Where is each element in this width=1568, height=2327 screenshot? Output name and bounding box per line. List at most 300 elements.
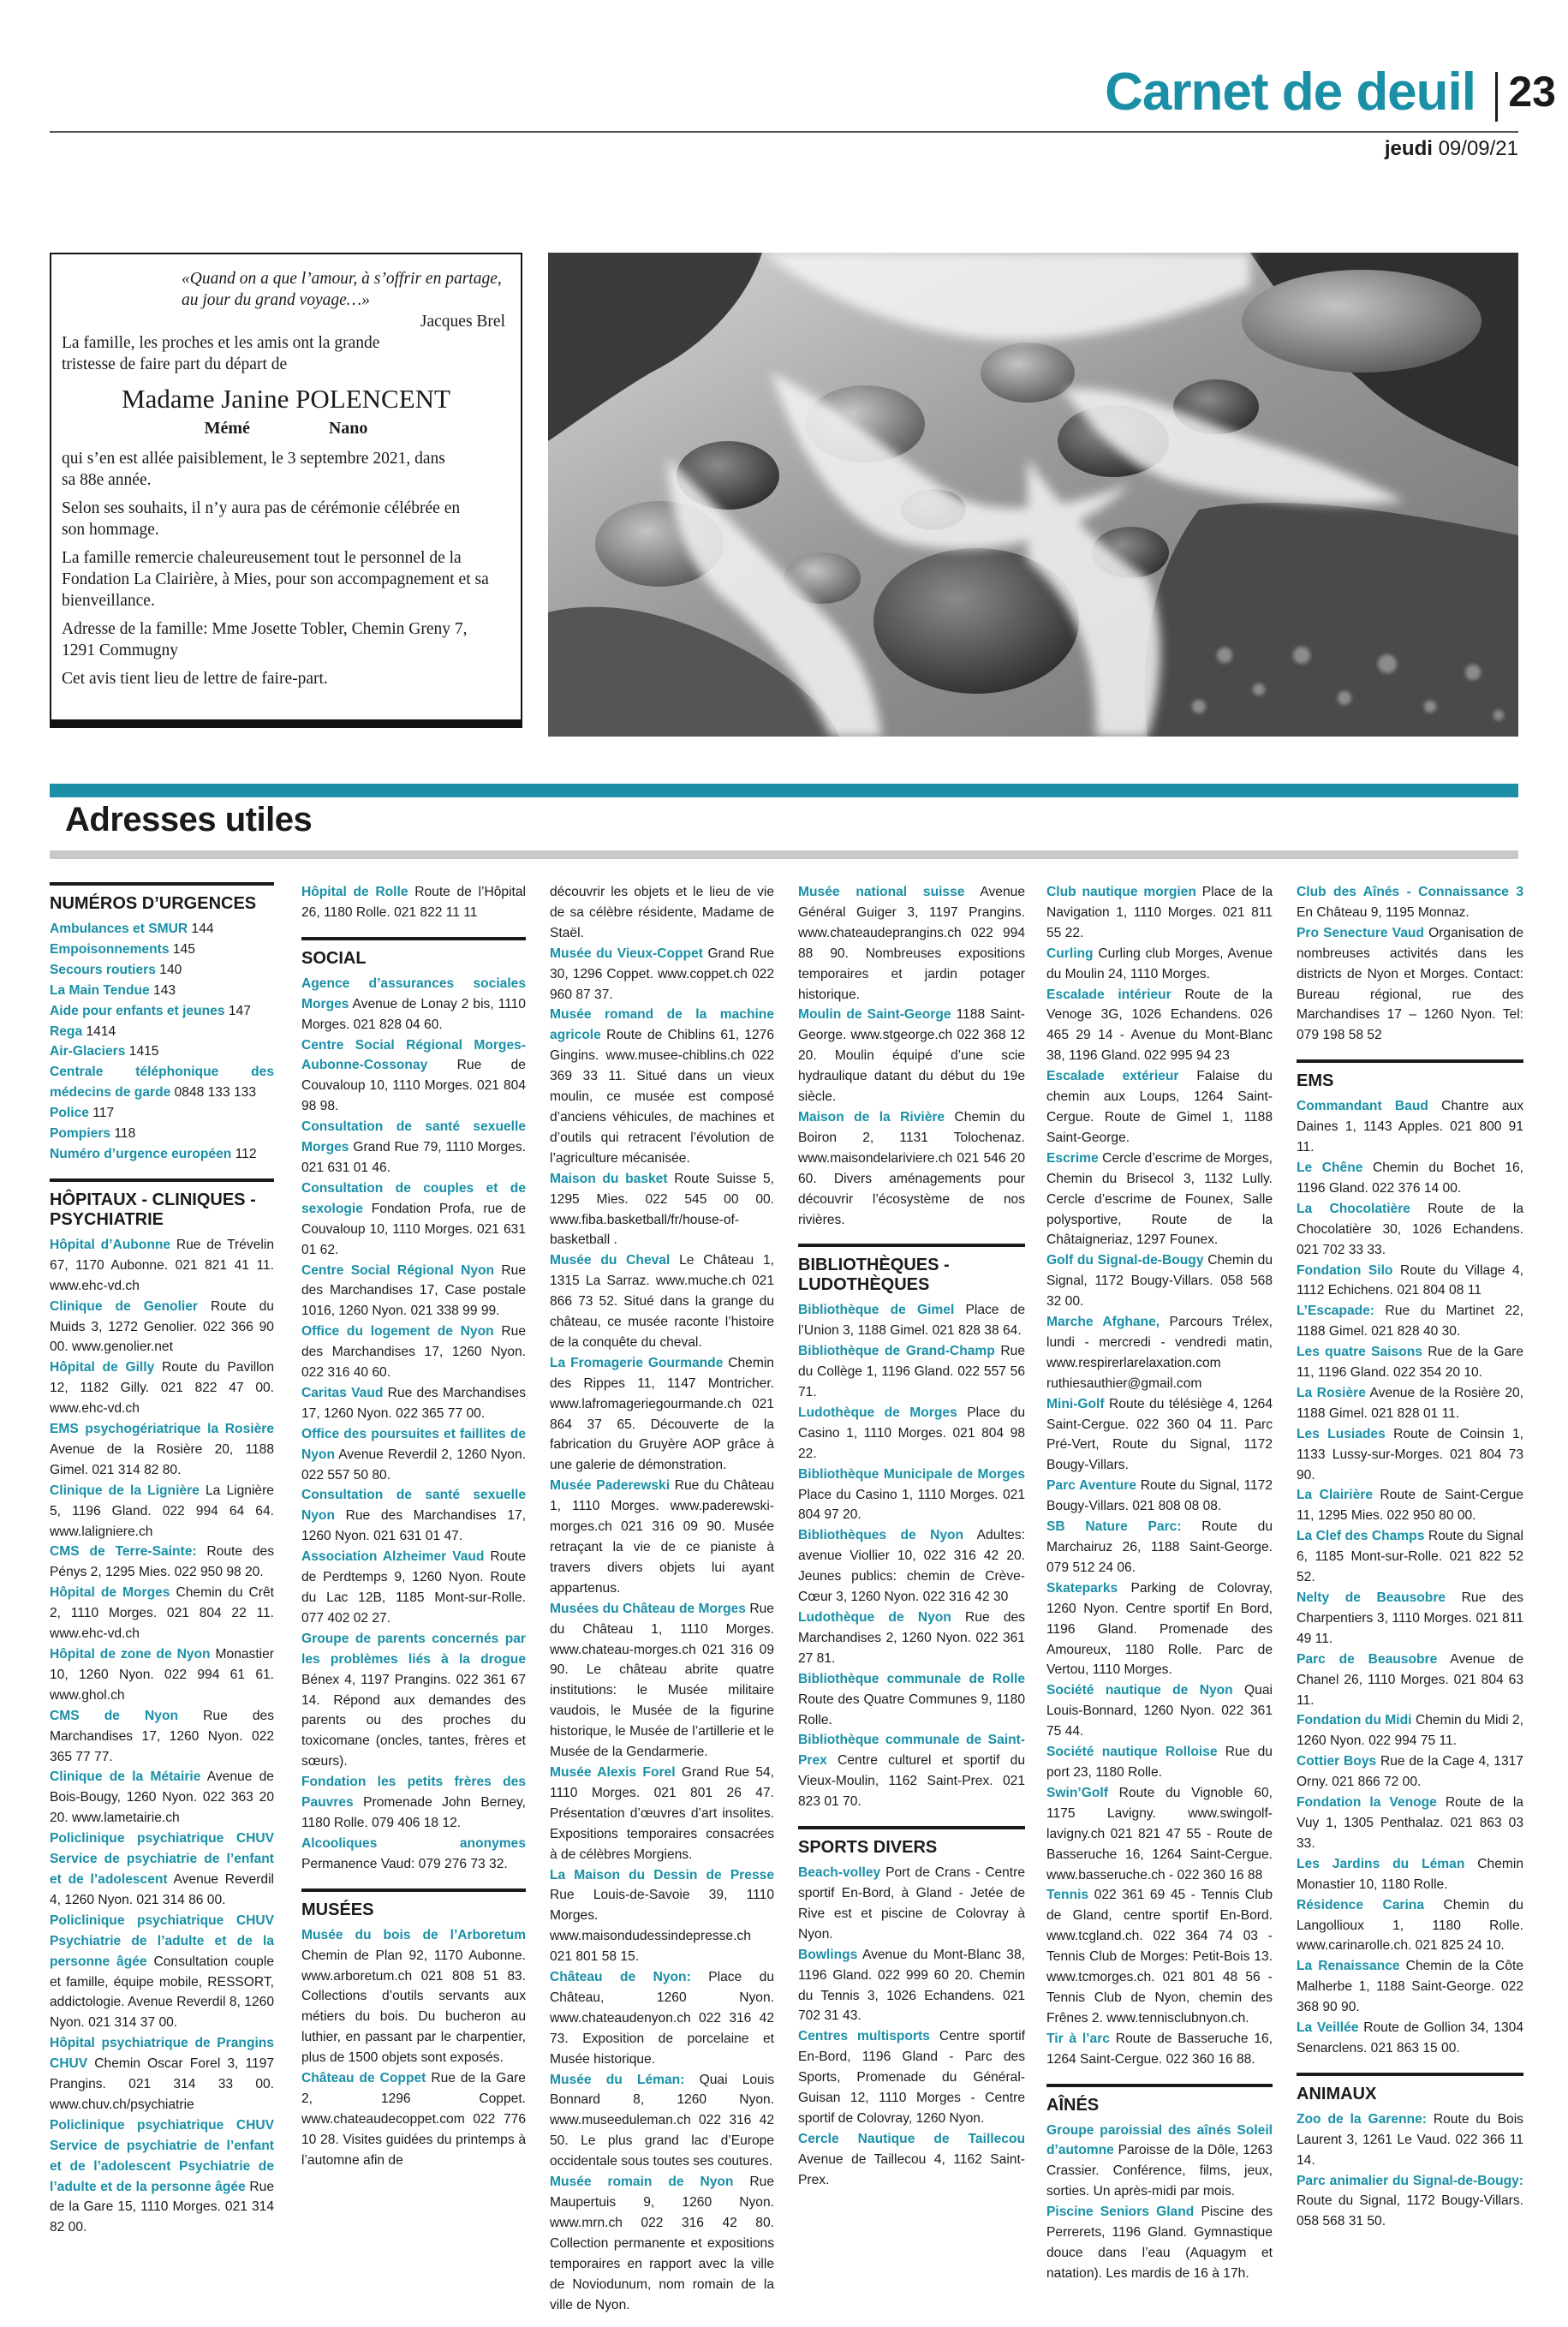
- entry-details: Chemin du Crêt 2, 1110 Morges. 021 804 22 11. www.ehc-vd.ch: [50, 1585, 274, 1642]
- entry-name: Château de Nyon:: [550, 1970, 691, 1985]
- entry-name: Policlinique psychiatrique CHUV Psychiatrie de l’adulte et de la personne âgée: [50, 1912, 274, 1969]
- address-entry: [301, 1117, 526, 1178]
- entry-name: CMS de Terre-Sainte:: [50, 1544, 197, 1560]
- address-entry: [1297, 1854, 1523, 1895]
- address-entry: [550, 1250, 774, 1353]
- entry-name: Château de Coppet: [301, 2071, 426, 2086]
- entry-name: Policlinique psychiatrique CHUV Service de psychiatrie de l’enfant et de l’adolescent Psychiatrie de l’adulte et de la personne âgée: [50, 2117, 274, 2194]
- emergency-entry: [50, 981, 274, 1001]
- emergency-name: Empoisonnements: [50, 941, 170, 957]
- entry-details: Le Château 1, 1315 La Sarraz. www.muche.ch 021 866 73 52. Situé dans la grange du château, ce musée raconte l’histoire de la conquête du cheval.: [550, 1253, 774, 1350]
- section-title: Carnet de deuil: [1105, 63, 1476, 122]
- entry-name: Centre Social Régional Nyon: [301, 1262, 495, 1278]
- section-spacer: [798, 1812, 1025, 1826]
- entry-name: EMS psychogériatrique la Rosière: [50, 1422, 274, 1437]
- entry-details: Route de la Vuy 1, 1305 Penthalaz. 021 863 03 33.: [1297, 1795, 1523, 1851]
- emergency-number: 112: [235, 1146, 257, 1161]
- entry-name: Marche Afghane,: [1046, 1315, 1160, 1330]
- entry-name: Consultation de santé sexuelle Nyon: [301, 1488, 526, 1524]
- entry-name: Alcooliques anonymes: [301, 1835, 526, 1851]
- entry-details: Route du Marchairuz 26, 1188 Saint-George. 079 512 24 06.: [1046, 1519, 1273, 1575]
- entry-name: Musée Paderewski: [550, 1478, 671, 1494]
- address-entry: [301, 1485, 526, 1547]
- entry-details: En Château 9, 1195 Monnaz.: [1297, 904, 1470, 920]
- address-entry: [798, 1341, 1025, 1403]
- entry-details: Fondation Profa, rue de Couvaloup 10, 1110 Morges. 021 631 01 62.: [301, 1201, 526, 1257]
- entry-name: La Rosière: [1297, 1385, 1366, 1400]
- emergency-entry: [50, 1062, 274, 1103]
- entry-name: Musée du Cheval: [550, 1253, 671, 1268]
- notice-quote: «Quand on a que l’amour, à s’offrir en partage, au jour du grand voyage…»: [182, 270, 502, 309]
- addresses-column: [1297, 882, 1523, 2232]
- entry-name: Société nautique Rolloise: [1046, 1745, 1218, 1760]
- death-notice: [50, 253, 522, 728]
- entry-details: Route du Signal 6, 1185 Mont-sur-Rolle. 021 822 52 52.: [1297, 1529, 1524, 1585]
- address-entry: [1297, 1895, 1523, 1957]
- entry-details: Falaise du chemin aux Loups, 1264 Saint-Cergue. Route de Gimel 1, 1188 Saint-George.: [1046, 1069, 1273, 1145]
- entry-details: Grand Rue 79, 1110 Morges. 021 631 01 46.: [301, 1140, 526, 1175]
- address-entry: [50, 1829, 274, 1911]
- address-entry: [1297, 2018, 1523, 2059]
- addresses-column: [1046, 882, 1273, 2284]
- entry-details: Grand Rue 54, 1110 Morges. 021 801 26 47. Présentation d’œuvres d’art insolites. Expositions temporaires consacrées à de célèbres Morgiens.: [550, 1764, 775, 1862]
- address-entry: [50, 1542, 274, 1583]
- address-entry: [1297, 1342, 1523, 1383]
- address-entry: [550, 2070, 774, 2173]
- entry-name: Centres multisports: [798, 2029, 930, 2044]
- entry-details: Route des Quatre Communes 9, 1180 Rolle.: [798, 1692, 1025, 1727]
- entry-details: Bénex 4, 1197 Prangins. 022 361 67 14. Répond aux demandes des parents ou des proches du toxicomane (oncles, tantes, frères et sœurs).: [301, 1672, 526, 1769]
- emergency-number: 118: [114, 1126, 136, 1142]
- entry-details: Route de Coinsin 1, 1133 Lussy-sur-Morges. 021 804 73 90.: [1297, 1426, 1523, 1483]
- entry-name: La Veillée: [1297, 2020, 1359, 2036]
- address-entry: [1046, 1578, 1273, 1681]
- emergency-name: Numéro d’urgence européen: [50, 1146, 232, 1161]
- entry-name: Bibliothèque Municipale de Morges: [798, 1466, 1025, 1482]
- entry-details: Rue Maupertuis 9, 1260 Nyon. www.mrn.ch 022 316 42 80. Collection permanente et expositions temporaires en rapport avec la ville de Noviodunum, nom romain de la ville de Nyon.: [550, 2175, 774, 2312]
- entry-name: Musée du Vieux-Coppet: [550, 946, 703, 961]
- entry-details: découvrir les objets et le lieu de vie de sa célèbre résidente, Madame de Staël.: [550, 885, 774, 940]
- section-spacer: [1046, 2070, 1273, 2084]
- entry-name: Moulin de Saint-George: [798, 1007, 951, 1023]
- address-entry: [301, 1261, 526, 1322]
- entry-details: Chemin du Signal, 1172 Bougy-Villars. 058 568 32 00.: [1046, 1253, 1273, 1310]
- address-entry: [50, 1235, 274, 1297]
- entry-details: Avenue de Bois-Bougy, 1260 Nyon. 022 363 20 20. www.lametairie.ch: [50, 1769, 274, 1826]
- emergency-number: 1415: [128, 1044, 159, 1059]
- entry-name: Piscine Seniors Gland: [1046, 2205, 1195, 2220]
- entry-name: Musée romain de Nyon: [550, 2175, 734, 2190]
- address-entry: [798, 2129, 1025, 2191]
- nickname: Mémé: [204, 419, 250, 438]
- address-entry: [798, 1669, 1025, 1731]
- address-entry: [50, 1583, 274, 1644]
- entry-name: Bibliothèque de Gimel: [798, 1303, 955, 1318]
- address-entry: [798, 1403, 1025, 1465]
- entry-details: Route du Signal, 1172 Bougy-Villars. 058 568 31 50.: [1297, 2193, 1523, 2229]
- address-entry: [1046, 2202, 1273, 2284]
- addresses-column: [301, 882, 526, 2171]
- address-entry: [50, 1419, 274, 1481]
- issue-date: [1385, 137, 1518, 161]
- entry-name: Tennis: [1046, 1888, 1089, 1903]
- address-entry: [50, 1706, 274, 1768]
- entry-details: Quai Louis-Bonnard, 1260 Nyon. 022 361 75 44.: [1046, 1683, 1273, 1739]
- address-entry: [798, 1608, 1025, 1669]
- entry-details: Grand Rue 30, 1296 Coppet. www.coppet.ch 022 960 87 37.: [550, 946, 774, 1002]
- entry-name: La Clef des Champs: [1297, 1529, 1425, 1544]
- address-entry: [798, 882, 1025, 1005]
- entry-details: Consultation couple et famille, équipe mobile, RESSORT, addictologie. Avenue Reverdil 8, 1260 Nyon. 021 314 37 00.: [50, 1954, 274, 2031]
- address-entry: [1297, 1158, 1523, 1199]
- emergency-name: Police: [50, 1106, 89, 1121]
- category-heading: SOCIAL: [301, 937, 526, 969]
- entry-details: Avenue Reverdil 4, 1260 Nyon. 021 314 86 00.: [50, 1871, 274, 1907]
- entry-name: Consultation de couples et de sexologie: [301, 1180, 526, 1216]
- entry-details: Place de la Navigation 1, 1110 Morges. 021 811 55 22.: [1046, 885, 1273, 940]
- emergency-number: 117: [92, 1106, 115, 1121]
- emergency-number: 147: [228, 1003, 251, 1018]
- address-entry: [301, 1178, 526, 1261]
- entry-name: Ludothèque de Morges: [798, 1405, 957, 1420]
- river-photo: [548, 253, 1518, 737]
- addresses-column: [798, 882, 1025, 2191]
- address-entry: [1297, 1301, 1523, 1342]
- entry-details: Rue de Trévelin 67, 1170 Aubonne. 021 821 41 11. www.ehc-vd.ch: [50, 1237, 274, 1293]
- entry-details: Avenue de Lonay 2 bis, 1110 Morges. 021 828 04 60.: [301, 996, 526, 1032]
- section-spacer: [50, 1165, 274, 1178]
- category-heading: AÎNÉS: [1046, 2084, 1273, 2115]
- address-entry: [1297, 1956, 1523, 2018]
- entry-name: Bibliothèque de Grand-Champ: [798, 1344, 995, 1359]
- entry-name: Nelty de Beausobre: [1297, 1590, 1446, 1605]
- entry-details: Rue de la Cage 4, 1317 Orny. 021 866 72 00.: [1297, 1754, 1523, 1790]
- entry-details: Place du Château, 1260 Nyon. www.chateaudenyon.ch 022 316 42 73. Exposition de porcelaine et Musée historique.: [550, 1970, 774, 2067]
- address-entry: [1297, 1710, 1523, 1751]
- emergency-name: La Main Tendue: [50, 982, 150, 998]
- address-entry: [1046, 1312, 1273, 1394]
- header-divider: [1495, 72, 1498, 122]
- emergency-entry: [50, 1103, 274, 1124]
- notice-paragraph: Selon ses souhaits, il n’y aura pas de cérémonie célébrée en son hommage.: [62, 499, 461, 539]
- entry-details: Chemin du Boiron 2, 1131 Tolochenaz. www.maisondelariviere.ch 021 546 20 60. Divers aménagements pour découvrir l’écosystème de nos rivières.: [798, 1109, 1025, 1227]
- address-entry: [301, 882, 526, 923]
- entry-name: Office des poursuites et faillites de Nyon: [301, 1426, 526, 1462]
- address-entry: [1046, 882, 1273, 944]
- entry-details: Place du Casino 1, 1110 Morges. 021 804 97 20.: [798, 1487, 1025, 1523]
- address-entry: [550, 1169, 774, 1251]
- entry-name: La Fromagerie Gourmande: [550, 1355, 724, 1370]
- address-entry: [1297, 2109, 1523, 2171]
- notice-paragraph: qui s’en est allée paisiblement, le 3 septembre 2021, dans sa 88e année.: [62, 450, 445, 489]
- entry-details: Rue du Collège 1, 1196 Gland. 022 557 56 71.: [798, 1344, 1025, 1400]
- emergency-entry: [50, 1144, 274, 1165]
- entry-details: Quai Louis Bonnard 8, 1260 Nyon. www.museeduleman.ch 022 316 42 50. Le plus grand lac d’Europe occidentale sous toutes ses coutures.: [550, 2072, 774, 2169]
- address-entry: [301, 1035, 526, 1118]
- entry-name: La Chocolatière: [1297, 1201, 1410, 1216]
- entry-name: Les Jardins du Léman: [1297, 1856, 1465, 1871]
- address-entry: [798, 1945, 1025, 2027]
- address-entry: [550, 1967, 774, 2070]
- entry-name: Office du logement de Nyon: [301, 1324, 494, 1340]
- entry-name: Bibliothèques de Nyon: [798, 1528, 964, 1543]
- entry-name: Agence d’assurances sociales Morges: [301, 976, 526, 1011]
- entry-name: Zoo de la Garenne:: [1297, 2111, 1427, 2127]
- address-entry: [550, 1353, 774, 1476]
- address-entry: [1046, 2121, 1273, 2203]
- addresses-column: [50, 882, 274, 2238]
- address-entry: [1046, 2029, 1273, 2070]
- address-entry: [1297, 1526, 1523, 1588]
- address-entry: [301, 2068, 526, 2171]
- address-entry: [550, 1476, 774, 1598]
- emergency-number: 143: [153, 982, 176, 998]
- nickname: Nano: [328, 419, 368, 438]
- address-entry: [301, 1383, 526, 1424]
- entry-details: Avenue Reverdil 2, 1260 Nyon. 022 557 50 80.: [301, 1447, 526, 1483]
- entry-name: Club des Aînés - Connaissance 3: [1297, 885, 1523, 899]
- entry-details: La Lignière 5, 1196 Gland. 022 994 64 64. www.laligniere.ch: [50, 1483, 274, 1539]
- entry-name: Clinique de la Lignière: [50, 1483, 200, 1498]
- entry-name: Centre Social Régional Morges-Aubonne-Cossonay: [301, 1037, 526, 1073]
- notice-paragraph: Adresse de la famille: Mme Josette Tobler, Chemin Greny 7, 1291 Commugny: [62, 620, 468, 659]
- address-entry: [1297, 1199, 1523, 1261]
- category-heading: BIBLIOTHÈQUES - LUDOTHÈQUES: [798, 1244, 1025, 1295]
- emergency-name: Rega: [50, 1023, 83, 1039]
- address-entry: [1297, 2171, 1523, 2233]
- emergency-entry: [50, 1001, 274, 1022]
- category-heading: ANIMAUX: [1297, 2073, 1523, 2104]
- entry-name: Hôpital psychiatrique de Prangins CHUV: [50, 2036, 274, 2072]
- entry-name: Musée du bois de l’Arboretum: [301, 1927, 526, 1942]
- category-heading: NUMÉROS D’URGENCES: [50, 882, 274, 914]
- entry-details: Chemin Oscar Forel 3, 1197 Prangins. 021 314 33 00. www.chuv.ch/psychiatrie: [50, 2056, 274, 2112]
- address-entry: [1297, 1650, 1523, 1711]
- emergency-number: 1414: [86, 1023, 116, 1039]
- address-entry: [50, 1911, 274, 2033]
- entry-details: Route du télésiège 4, 1264 Saint-Cergue. 022 360 04 11. Parc Pré-Vert, Route du Signal, 1172 Bougy-Villars.: [1046, 1396, 1273, 1473]
- entry-details: Rue du Château 1, 1110 Morges. www.chateau-morges.ch 021 316 09 90. Le château abrite quatre institutions: le Musée militaire vaudois, le Musée de la figurine historique, le Musée de l’artillerie et le Musée de la Gendarmerie.: [550, 1601, 774, 1760]
- entry-details: Rue des Charpentiers 3, 1110 Morges. 021 811 49 11.: [1297, 1590, 1523, 1646]
- section-spacer: [301, 923, 526, 937]
- entry-name: Hôpital de Morges: [50, 1585, 170, 1601]
- address-entry: [1046, 1680, 1273, 1742]
- entry-details: Route de Basseruche 16, 1264 Saint-Cergue. 022 360 16 88.: [1046, 2031, 1273, 2067]
- entry-details: Rue des Marchandises 17, 1260 Nyon. 022 365 77 00.: [301, 1385, 526, 1421]
- address-entry: [798, 1005, 1025, 1107]
- entry-details: Route de Perdtemps 9, 1260 Nyon. Route du Lac 12B, 1185 Mont-sur-Rolle. 077 402 02 27.: [301, 1549, 526, 1626]
- entry-name: Association Alzheimer Vaud: [301, 1549, 485, 1565]
- section-spacer: [798, 1230, 1025, 1244]
- entry-name: Parc Aventure: [1046, 1478, 1136, 1494]
- entry-details: Chemin du Langolliouх 1, 1180 Rolle. www.carinarolle.ch. 021 825 24 10.: [1297, 1897, 1523, 1954]
- entry-details: Rue des Marchandises 17, 1260 Nyon. 021 631 01 47.: [301, 1508, 526, 1544]
- emergency-name: Secours routiers: [50, 962, 156, 977]
- entry-name: Bowlings: [798, 1947, 858, 1962]
- entry-details: Place de l’Union 3, 1188 Gimel. 021 828 38 64.: [798, 1303, 1025, 1339]
- entry-name: Club nautique morgien: [1046, 885, 1196, 899]
- entry-details: Route de Saint-Cergue 11, 1295 Mies. 022 950 80 00.: [1297, 1488, 1523, 1524]
- address-entry: [550, 2172, 774, 2315]
- entry-details: Route du Village 4, 1112 Echichens. 021 804 08 11: [1297, 1262, 1523, 1298]
- entry-name: La Clairière: [1297, 1488, 1373, 1503]
- entry-details: Adultes: avenue Viollier 10, 022 316 42 20. Jeunes publics: chemin de Crève-Cœur 3, 1260 Nyon. 022 316 42 30: [798, 1528, 1025, 1605]
- emergency-number: 144: [191, 922, 214, 936]
- entry-details: Parcours Trélex, lundi - mercredi - vendredi matin, www.respirerlarelaxation.com ruthiesauthier@gmail.com: [1046, 1315, 1273, 1391]
- address-entry: [1046, 1783, 1273, 1886]
- address-entry: [50, 1357, 274, 1419]
- entry-name: Fondation du Midi: [1297, 1713, 1412, 1728]
- entry-details: Route de la Venoge 3G, 1026 Echandens. 026 465 29 14 - Avenue du Mont-Blanc 38, 1196 Gland. 022 995 94 23: [1046, 987, 1273, 1064]
- entry-details: Avenue de la Rosière 20, 1188 Gimel. 021 314 82 80.: [50, 1441, 274, 1477]
- entry-details: Route du Signal, 1172 Bougy-Villars. 021 808 08 08.: [1046, 1478, 1273, 1514]
- entry-name: Escalade extérieur: [1046, 1069, 1179, 1084]
- entry-name: Les quatre Saisons: [1297, 1345, 1422, 1360]
- entry-name: Clinique de Genolier: [50, 1298, 198, 1314]
- entry-details: Route Suisse 5, 1295 Mies. 022 545 00 00. www.fiba.basketball/fr/house-of-basketball .: [550, 1171, 774, 1248]
- issue-date-value: 09/09/21: [1438, 137, 1518, 160]
- entry-details: 022 361 69 45 - Tennis Club de Gland, centre sportif En-Bord. www.tcgland.ch. 022 364 74 03 - Tennis Club de Morges: Petit-Bois 13. www.tcmorges.ch. 021 801 48 56 - Tennis Club de Nyon, chemin des Frênes 2. www.tennisclubnyon.ch.: [1046, 1888, 1273, 2026]
- entry-details: Rue des Marchandises 17, 1260 Nyon. 022 365 77 77.: [50, 1708, 274, 1764]
- entry-name: La Renaissance: [1297, 1959, 1400, 1974]
- addresses-column: [550, 882, 774, 2315]
- entry-name: Parc de Beausobre: [1297, 1651, 1438, 1667]
- address-entry: [1046, 1250, 1273, 1312]
- entry-name: Groupe paroissial des aînés Soleil d’automne: [1046, 2122, 1273, 2158]
- address-entry: [550, 1005, 774, 1168]
- entry-name: Hôpital de Gilly: [50, 1360, 155, 1375]
- entry-name: La Maison du Dessin de Presse: [550, 1867, 774, 1882]
- issue-day: jeudi: [1384, 137, 1433, 160]
- entry-name: Skateparks: [1046, 1580, 1118, 1596]
- address-entry: [50, 1644, 274, 1706]
- page-number: 23: [1508, 68, 1556, 116]
- entry-details: Curling club Morges, Avenue du Moulin 24, 1110 Morges.: [1046, 946, 1273, 982]
- entry-name: SB Nature Parc:: [1046, 1519, 1182, 1535]
- entry-name: Les Lusiades: [1297, 1426, 1386, 1441]
- entry-details: Place du Casino 1, 1110 Morges. 021 804 98 22.: [798, 1405, 1025, 1461]
- entry-details: 1188 Saint-George. www.stgeorge.ch 022 368 12 20. Moulin équipé d’une scie hydraulique datant du début du 19e siècle.: [798, 1007, 1025, 1105]
- entry-details: Rue des Marchandises 2, 1260 Nyon. 022 361 27 81.: [798, 1610, 1025, 1666]
- entry-details: Route du Muids 3, 1272 Genolier. 022 366 90 00. www.genolier.net: [50, 1298, 274, 1355]
- entry-details: Chantre aux Daines 1, 1143 Apples. 021 800 91 11.: [1297, 1099, 1523, 1155]
- address-entry: [301, 1772, 526, 1834]
- entry-name: Parc animalier du Signal-de-Bougy:: [1297, 2173, 1523, 2188]
- address-entry: [301, 1322, 526, 1383]
- entry-name: Pro Senecture Vaud: [1297, 925, 1424, 940]
- address-entry: [1297, 1383, 1523, 1424]
- entry-name: Curling: [1046, 946, 1094, 961]
- address-entry: [1297, 1588, 1523, 1650]
- entry-details: Paroisse de la Dôle, 1263 Crassier. Conférence, films, jeux, sorties. Un après-midi par mois.: [1046, 2143, 1273, 2199]
- address-entry: [301, 1547, 526, 1629]
- entry-details: Piscine des Perrerets, 1196 Gland. Gymnastique douce dans l’eau (Aquagym et natation). Les mardis de 16 à 17h.: [1046, 2205, 1273, 2281]
- entry-details: Chemin de la Côte Malherbe 1, 1188 Saint-George. 022 368 90 90.: [1297, 1959, 1523, 2015]
- entry-details: Centre sportif En-Bord, 1196 Gland - Parc des Sports, Promenade du Général-Guisan 12, 1110 Morges - Centre sportif de Colovray, 1260 Nyon.: [798, 2029, 1025, 2126]
- entry-name: Hôpital de zone de Nyon: [50, 1647, 211, 1662]
- address-entry: [301, 1925, 526, 2068]
- entry-details: Rue du port 23, 1180 Rolle.: [1046, 1745, 1273, 1780]
- emergency-name: Centrale téléphonique des médecins de garde: [50, 1065, 274, 1101]
- entry-details: Rue de la Gare 15, 1110 Morges. 021 314 82 00.: [50, 2179, 274, 2235]
- quote-author: Jacques Brel: [420, 313, 505, 331]
- emergency-name: Air-Glaciers: [50, 1044, 126, 1059]
- entry-details: Centre culturel et sportif du Vieux-Moulin, 1162 Saint-Prex. 021 823 01 70.: [798, 1753, 1025, 1810]
- address-entry: [1297, 923, 1523, 1046]
- address-entry: [1297, 1751, 1523, 1793]
- entry-name: Mini-Golf: [1046, 1396, 1105, 1411]
- entry-name: Société nautique de Nyon: [1046, 1683, 1233, 1698]
- address-entry: [550, 944, 774, 1005]
- address-entry: [798, 1730, 1025, 1812]
- emergency-name: Pompiers: [50, 1126, 111, 1142]
- entry-details: Permanence Vaud: 079 276 73 32.: [301, 1856, 508, 1871]
- entry-name: CMS de Nyon: [50, 1708, 179, 1723]
- entry-details: Avenue de Taillecou 4, 1162 Saint-Prex.: [798, 2151, 1025, 2187]
- entry-name: Escalade intérieur: [1046, 987, 1172, 1002]
- emergency-entry: [50, 940, 274, 960]
- category-heading: EMS: [1297, 1059, 1523, 1091]
- address-entry: [1297, 1485, 1523, 1526]
- entry-name: Policlinique psychiatrique CHUV Service de psychiatrie de l’enfant et de l’adolescent: [50, 1831, 274, 1887]
- entry-name: Hôpital d’Aubonne: [50, 1237, 171, 1252]
- entry-name: Le Chêne: [1297, 1160, 1363, 1175]
- entry-details: Rue de la Gare 11, 1196 Gland. 022 354 20 10.: [1297, 1345, 1523, 1381]
- address-entry: [50, 2115, 274, 2238]
- emergency-number: 140: [159, 962, 182, 977]
- entry-name: Musées du Château de Morges: [550, 1601, 746, 1616]
- entry-details: Rue des Marchandises 17, 1260 Nyon. 022 316 40 60.: [301, 1324, 526, 1381]
- entry-name: Commandant Baud: [1297, 1099, 1428, 1114]
- address-entry: [798, 2026, 1025, 2129]
- address-entry: [550, 1865, 774, 1968]
- address-entry: [1297, 1096, 1523, 1158]
- section-spacer: [1297, 1046, 1523, 1059]
- address-entry: [301, 1834, 526, 1875]
- entry-name: Fondation la Venoge: [1297, 1795, 1437, 1811]
- address-entry: [1297, 882, 1523, 923]
- entry-details: Avenue Général Guiger 3, 1197 Prangins. www.chateaudeprangins.ch 022 994 88 90. Nombreuses expositions temporaires et jardin potager historique.: [798, 885, 1025, 1002]
- emergency-entry: [50, 919, 274, 940]
- address-entry: [301, 1629, 526, 1772]
- entry-name: Swin’Golf: [1046, 1785, 1108, 1800]
- address-entry: [798, 1465, 1025, 1526]
- address-entry: [550, 1599, 774, 1763]
- entry-name: Fondation Silo: [1297, 1262, 1393, 1278]
- address-entry: [50, 1481, 274, 1542]
- entry-details: Parking de Colovray, 1260 Nyon. Centre sportif En Bord, 1196 Gland. Promenade des Amoureux, 1180 Rolle. Parc de Vertou, 1110 Morges.: [1046, 1580, 1273, 1678]
- entry-name: Musée romand de la machine agricole: [550, 1007, 774, 1043]
- entry-name: Hôpital de Rolle: [301, 885, 408, 899]
- entry-details: Route de l’Hôpital 26, 1180 Rolle. 021 822 11 11: [301, 885, 526, 920]
- entry-details: Chemin Monastier 10, 1180 Rolle.: [1297, 1856, 1523, 1892]
- emergency-number: 0848 133 133: [174, 1085, 256, 1101]
- entry-details: Port de Crans - Centre sportif En-Bord, à Gland - Jetée de Rive est et piscine de Colovray à Nyon.: [798, 1865, 1025, 1942]
- address-entry: [1046, 985, 1273, 1067]
- entry-details: Route du Bois Laurent 3, 1261 Le Vaud. 022 366 11 14.: [1297, 2111, 1523, 2168]
- address-entry: [301, 1424, 526, 1486]
- entry-name: Bibliothèque communale de Rolle: [798, 1671, 1025, 1686]
- entry-details: Route des Pénys 2, 1295 Mies. 022 950 98 20.: [50, 1544, 274, 1580]
- entry-name: Ludothèque de Nyon: [798, 1610, 951, 1625]
- entry-name: Tir à l’arc: [1046, 2031, 1110, 2046]
- entry-details: Cercle d’escrime de Morges, Chemin du Brisecol 3, 1132 Lully. Cercle d’escrime de Founex, Salle polysportive, Route de la Châtaigneriaz, 1297 Founex.: [1046, 1150, 1273, 1248]
- entry-name: Fondation les petits frères des Pauvres: [301, 1775, 526, 1811]
- address-entry: [1046, 1476, 1273, 1517]
- address-entry: [1297, 1793, 1523, 1854]
- address-entry: [1046, 1517, 1273, 1578]
- address-entry: [50, 1297, 274, 1358]
